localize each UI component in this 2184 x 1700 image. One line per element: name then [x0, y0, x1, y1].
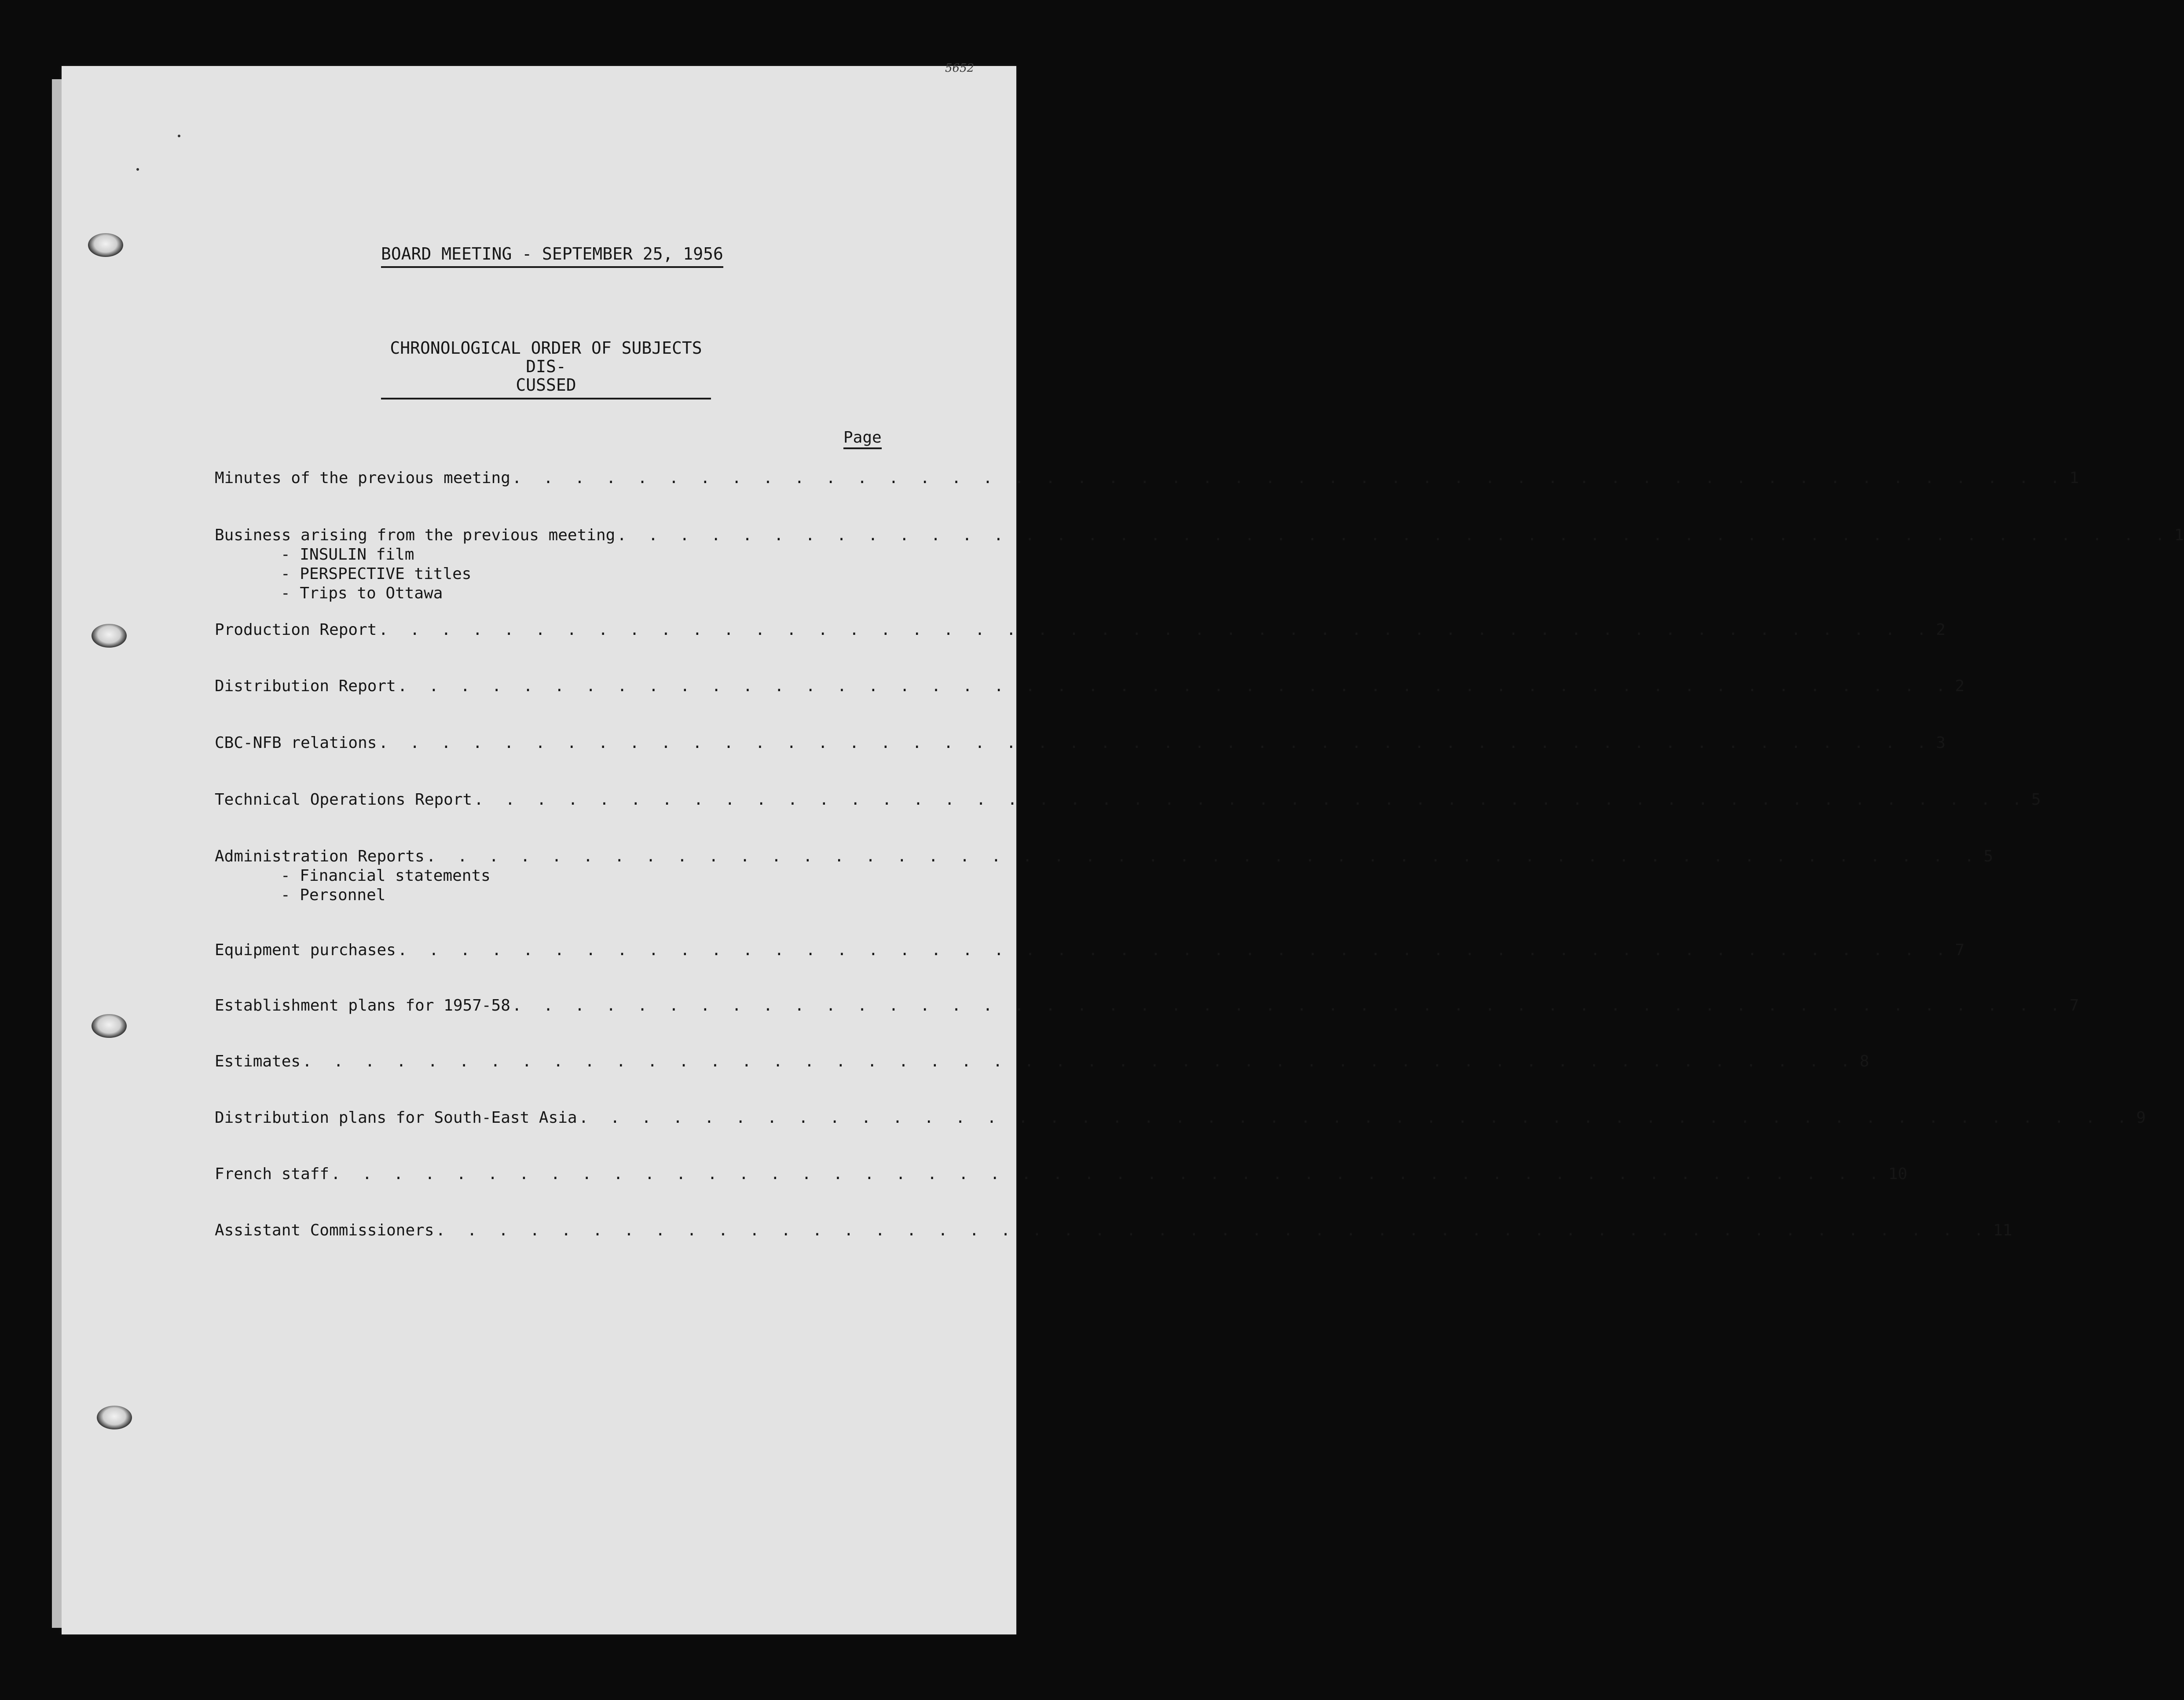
- contents-entry: [215, 1165, 1908, 1184]
- dot-leader: . . . . . . . . . . . . . . . . . . . . . . . . . . . . . . . . . . . . . . . . . . . . . . . . . .: [579, 1109, 2133, 1127]
- contents-entry: [215, 526, 2184, 603]
- dot-leader: . . . . . . . . . . . . . . . . . . . . . . . . . . . . . . . . . . . . . . . . . . . . . . . . . .: [378, 621, 1933, 639]
- dot-leader: . . . . . . . . . . . . . . . . . . . . . . . . . . . . . . . . . . . . . . . . . . . . . . . . . .: [302, 1052, 1856, 1070]
- contents-entry-page: 10: [1888, 1165, 1908, 1183]
- contents-entry-page: 2: [1936, 621, 1946, 639]
- dot-leader: . . . . . . . . . . . . . . . . . . . . . . . . . . . . . . . . . . . . . . . . . . . . . . . . . .: [331, 1165, 1885, 1183]
- contents-entry-page: 2: [1955, 677, 1965, 695]
- contents-entry-line: [215, 941, 1965, 960]
- contents-entry-line: [215, 733, 1946, 753]
- contents-entry: [215, 1052, 1869, 1071]
- contents-sub-item: - Personnel: [281, 886, 386, 904]
- contents-entry-label: Estimates: [215, 1052, 301, 1070]
- dot-leader: . . . . . . . . . . . . . . . . . . . . . . . . . . . . . . . . . . . . . . . . . . . . . . . . . .: [378, 734, 1933, 752]
- contents-entry-line: [215, 790, 2041, 810]
- subtitle-line: CUSSED: [516, 375, 576, 395]
- ink-speck: [136, 168, 139, 171]
- punch-hole: [88, 233, 123, 257]
- contents-entry-page: 9: [2136, 1109, 2146, 1127]
- contents-entry-label: Technical Operations Report: [215, 791, 473, 809]
- contents-entry: [215, 941, 1965, 960]
- contents-entry-line: [215, 1052, 1869, 1071]
- punch-hole: [92, 1014, 127, 1038]
- dot-leader: . . . . . . . . . . . . . . . . . . . . . . . . . . . . . . . . . . . . . . . . . . . . . . . . . .: [436, 1221, 1990, 1239]
- contents-entry-page: 3: [1936, 734, 1946, 752]
- contents-entry-line: [215, 1165, 1908, 1184]
- dot-leader: . . . . . . . . . . . . . . . . . . . . . . . . . . . . . . . . . . . . . . . . . . . . . . . . . .: [512, 469, 2066, 487]
- contents-sub-item: - PERSPECTIVE titles: [281, 565, 472, 583]
- document-subtitle: [381, 339, 711, 399]
- contents-entry-page: 7: [1955, 941, 1965, 959]
- page-column-header: Page: [843, 429, 882, 449]
- paper-edge: [52, 79, 62, 1628]
- contents-entry: [215, 620, 1946, 640]
- document-title: BOARD MEETING - SEPTEMBER 25, 1956: [381, 244, 723, 268]
- contents-entry: [215, 469, 2079, 488]
- contents-entry-page: 1: [2069, 469, 2079, 487]
- dot-leader: . . . . . . . . . . . . . . . . . . . . . . . . . . . . . . . . . . . . . . . . . . . . . . . . . .: [474, 791, 2028, 809]
- punch-hole: [92, 624, 127, 648]
- dot-leader: . . . . . . . . . . . . . . . . . . . . . . . . . . . . . . . . . . . . . . . . . . . . . . . . . .: [397, 941, 1952, 959]
- contents-entry: [215, 996, 2079, 1015]
- contents-entry-label: Equipment purchases: [215, 941, 396, 959]
- contents-entry-label: French staff: [215, 1165, 330, 1183]
- contents-entry: [215, 1108, 2146, 1128]
- contents-sub-item: - INSULIN film: [281, 546, 414, 564]
- dot-leader: . . . . . . . . . . . . . . . . . . . . . . . . . . . . . . . . . . . . . . . . . . . . . . . . . .: [397, 677, 1952, 695]
- contents-entry-label: Distribution Report: [215, 677, 396, 695]
- contents-entry-line: [215, 620, 1946, 640]
- dot-leader: . . . . . . . . . . . . . . . . . . . . . . . . . . . . . . . . . . . . . . . . . . . . . . . . . .: [512, 997, 2066, 1015]
- contents-entry-line: [215, 677, 1965, 696]
- contents-entry: [215, 1221, 2012, 1240]
- subtitle-line: CHRONOLOGICAL ORDER OF SUBJECTS DIS-: [390, 338, 702, 376]
- contents-entry-line: [215, 1108, 2146, 1128]
- contents-sub-item: - Trips to Ottawa: [281, 584, 443, 602]
- page-reference-number: 5652: [945, 62, 975, 75]
- contents-entry-line: [215, 996, 2079, 1015]
- dot-leader: . . . . . . . . . . . . . . . . . . . . . . . . . . . . . . . . . . . . . . . . . . . . . . . . . .: [617, 526, 2171, 544]
- contents-entry-page: 5: [1983, 847, 1993, 865]
- contents-entry: [215, 847, 1993, 905]
- contents-entry-line: [215, 469, 2079, 488]
- contents-entry-page: 1: [2174, 526, 2184, 544]
- contents-entry-label: Minutes of the previous meeting: [215, 469, 510, 487]
- contents-entry-line: [215, 526, 2184, 545]
- contents-entry-label: Administration Reports: [215, 847, 425, 865]
- contents-entry-page: 7: [2069, 997, 2079, 1015]
- dot-leader: . . . . . . . . . . . . . . . . . . . . . . . . . . . . . . . . . . . . . . . . . . . . . . . . . .: [426, 847, 1980, 865]
- contents-entry-page: 5: [2031, 791, 2041, 809]
- contents-entry-label: Assistant Commissioners: [215, 1221, 434, 1239]
- contents-entry-line: [215, 847, 1993, 866]
- contents-entry: [215, 790, 2041, 810]
- contents-sub-item: - Financial statements: [281, 867, 491, 885]
- punch-hole: [97, 1406, 132, 1429]
- contents-entry: [215, 733, 1946, 753]
- contents-entry-label: Business arising from the previous meeting: [215, 526, 616, 544]
- contents-entry-label: Establishment plans for 1957-58: [215, 997, 510, 1015]
- contents-entry-page: 8: [1859, 1052, 1869, 1070]
- contents-entry-label: Distribution plans for South-East Asia: [215, 1109, 577, 1127]
- contents-entry-page: 11: [1993, 1221, 2012, 1239]
- ink-speck: [178, 135, 180, 137]
- contents-entry-label: Production Report: [215, 621, 377, 639]
- contents-entry-label: CBC-NFB relations: [215, 734, 377, 752]
- contents-entry-line: [215, 1221, 2012, 1240]
- contents-entry: [215, 677, 1965, 696]
